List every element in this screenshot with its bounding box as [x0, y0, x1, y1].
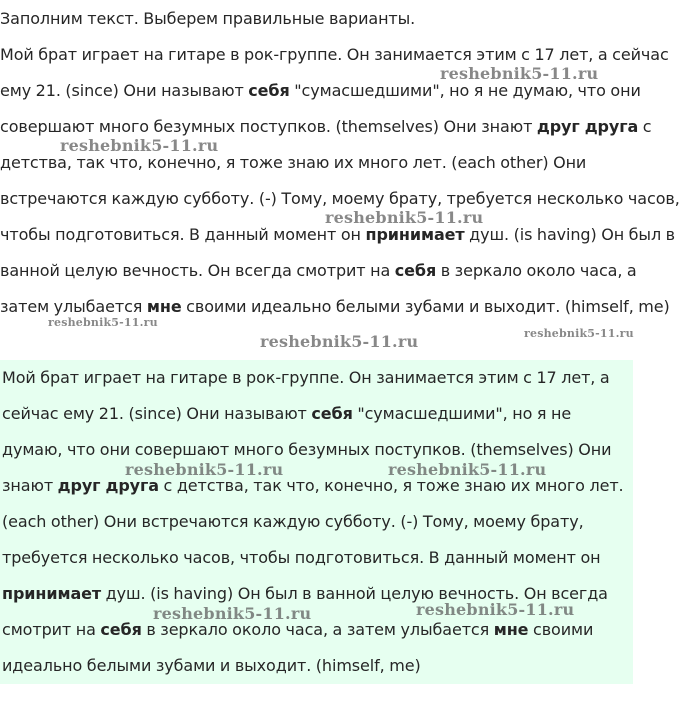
answer-paragraph — [0, 360, 633, 684]
answer-word: себя — [311, 404, 353, 423]
intro-text: Заполним текст. Выберем правильные варианты. — [0, 9, 416, 28]
answer-word: друг друга — [57, 476, 159, 495]
text-segment: в зеркало около часа, а затем улыбается — [141, 620, 494, 639]
answer-word: себя — [248, 81, 290, 100]
answer-word: мне — [493, 620, 529, 639]
watermark: reshebnik5-11.ru — [440, 64, 599, 83]
watermark: reshebnik5-11.ru — [60, 136, 219, 155]
answer-word: мне — [146, 297, 182, 316]
watermark: reshebnik5-11.ru — [48, 316, 158, 329]
text-segment: Мой брат играет на гитаре в рок-группе. Он занимается этим с 17 лет, а сейчас ему 21. (since) Они называют — [2, 368, 610, 423]
text-segment: в зеркало около часа, а затем улыбается — [0, 261, 637, 316]
answer-word: принимает — [365, 225, 465, 244]
answer-word: себя — [394, 261, 437, 280]
answer-word: принимает — [2, 584, 102, 603]
watermark: reshebnik5-11.ru — [524, 327, 634, 340]
watermark: reshebnik5-11.ru — [153, 604, 312, 623]
text-segment: с детства, так что, конечно, я тоже знаю их много лет. (each other) Они встречаются каждую субботу. (-) Тому, моему брату, требуется несколько часов, чтобы подготовиться. В данный момент он — [0, 117, 680, 244]
watermark: reshebnik5-11.ru — [125, 460, 284, 479]
text-segment: "сумасшедшими", но я не думаю, что они совершают много безумных поступков. (themselves) Они знают — [2, 404, 612, 495]
watermark: reshebnik5-11.ru — [388, 460, 547, 479]
text-segment: своими идеально белыми зубами и выходит. (himself, me) — [181, 297, 670, 316]
task-paragraph — [0, 37, 680, 325]
watermark: reshebnik5-11.ru — [416, 600, 575, 619]
text-segment: душ. (is having) Он был в ванной целую вечность. Он всегда смотрит на — [2, 584, 608, 639]
text-segment: с детства, так что, конечно, я тоже знаю их много лет. (each other) Они встречаются каждую субботу. (-) Тому, моему брату, требуется несколько часов, чтобы подготовиться. В данный момент он — [2, 476, 624, 567]
text-segment: своими идеально белыми зубами и выходит. (himself, me) — [2, 620, 594, 675]
watermark: reshebnik5-11.ru — [325, 208, 484, 227]
text-segment: душ. (is having) Он был в ванной целую вечность. Он всегда смотрит на — [0, 225, 675, 280]
answer-word: друг друга — [536, 117, 639, 136]
text-segment: Мой брат играет на гитаре в рок-группе. Он занимается этим с 17 лет, а сейчас ему 21. (since) Они называют — [0, 45, 669, 100]
watermark: reshebnik5-11.ru — [260, 332, 419, 351]
answer-word: себя — [100, 620, 142, 639]
text-segment: "сумасшедшими", но я не думаю, что они совершают много безумных поступков. (themselves) Они знают — [0, 81, 641, 136]
